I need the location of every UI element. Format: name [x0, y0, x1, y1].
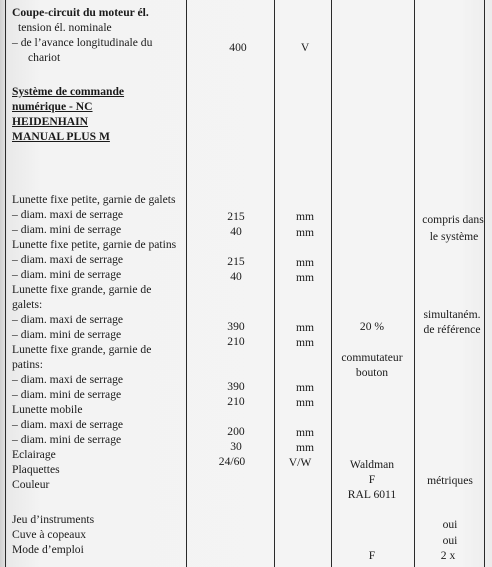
spec-remark: simultaném.	[423, 308, 481, 321]
spec-label: – diam. maxi de serrage	[12, 313, 124, 326]
spec-label: Cuve à copeaux	[12, 528, 87, 541]
spec-remark: 2 x	[440, 549, 456, 562]
spec-unit: mm	[295, 256, 315, 269]
spec-unit: mm	[295, 441, 315, 454]
spec-label: Plaquettes	[12, 463, 60, 476]
spec-remark: métriques	[427, 474, 473, 487]
spec-label: Lunette mobile	[12, 403, 83, 416]
spec-label: Coupe-circuit du moteur él.	[12, 6, 149, 19]
spec-remark: oui	[442, 518, 458, 531]
spec-label: chariot	[28, 51, 61, 64]
table-border-left	[5, 0, 6, 567]
spec-label: – diam. mini de serrage	[12, 328, 122, 341]
spec-value: 390	[227, 380, 245, 393]
spec-unit: mm	[295, 321, 315, 334]
spec-label: Mode d’emploi	[12, 543, 84, 556]
spec-note: F	[368, 549, 376, 562]
spec-value: 215	[227, 255, 245, 268]
table-border-right	[484, 0, 485, 567]
spec-value: 210	[227, 335, 245, 348]
spec-value: 40	[230, 270, 242, 283]
spec-unit: mm	[295, 396, 315, 409]
spec-label: Lunette fixe petite, garnie de galets	[12, 193, 176, 206]
spec-remark: le système	[429, 230, 479, 243]
spec-label: – diam. mini de serrage	[12, 223, 122, 236]
spec-unit: mm	[295, 336, 315, 349]
spec-label: – diam. mini de serrage	[12, 433, 122, 446]
spec-note: commutateur	[341, 351, 403, 364]
spec-value: 30	[230, 440, 242, 453]
spec-label: – diam. mini de serrage	[12, 268, 122, 281]
spec-value: 215	[227, 210, 245, 223]
spec-label: HEIDENHAIN	[12, 115, 89, 128]
spec-label: Lunette fixe grande, garnie de	[12, 283, 152, 296]
spec-label: – diam. maxi de serrage	[12, 373, 124, 386]
spec-unit: mm	[295, 226, 315, 239]
spec-note: Waldman	[349, 458, 395, 471]
column-divider-1	[186, 0, 187, 567]
spec-label: – diam. maxi de serrage	[12, 253, 124, 266]
spec-note: bouton	[355, 366, 389, 379]
spec-label: Eclairage	[12, 448, 56, 461]
spec-value: 390	[227, 320, 245, 333]
spec-remark: oui	[442, 534, 458, 547]
spec-value: 40	[230, 225, 242, 238]
spec-note: RAL 6011	[347, 488, 397, 501]
spec-note: F	[368, 473, 376, 486]
spec-note: 20 %	[359, 320, 385, 333]
spec-label: Couleur	[12, 478, 50, 491]
spec-value: 200	[227, 425, 245, 438]
spec-value: 400	[229, 41, 247, 54]
spec-label: Système de commande	[12, 85, 125, 98]
spec-label: tension él. nominale	[18, 21, 112, 34]
column-divider-2	[274, 0, 275, 567]
spec-label: galets:	[12, 298, 43, 311]
spec-remark: de référence	[423, 323, 481, 336]
spec-unit: mm	[295, 271, 315, 284]
spec-label: MANUAL PLUS M	[12, 130, 110, 143]
spec-value: 24/60	[218, 455, 246, 468]
spec-unit: V	[300, 41, 310, 54]
spec-unit: mm	[295, 381, 315, 394]
column-divider-4	[414, 0, 415, 567]
spec-label: numérique - NC	[12, 100, 93, 113]
spec-label: – diam. mini de serrage	[12, 388, 122, 401]
spec-label: Lunette fixe petite, garnie de patins	[12, 238, 177, 251]
spec-unit: mm	[295, 210, 315, 223]
spec-unit: mm	[295, 426, 315, 439]
spec-label: patins:	[12, 358, 43, 371]
spec-remark: compris dans	[422, 213, 484, 226]
spec-label: Lunette fixe grande, garnie de	[12, 343, 152, 356]
spec-label: – de l’avance longitudinale du	[12, 36, 153, 49]
spec-value: 210	[227, 395, 245, 408]
spec-unit: V/W	[288, 456, 312, 469]
spec-label: Jeu d’instruments	[12, 513, 95, 526]
spec-label: – diam. maxi de serrage	[12, 208, 124, 221]
column-divider-3	[331, 0, 332, 567]
spec-label: – diam. maxi de serrage	[12, 418, 124, 431]
